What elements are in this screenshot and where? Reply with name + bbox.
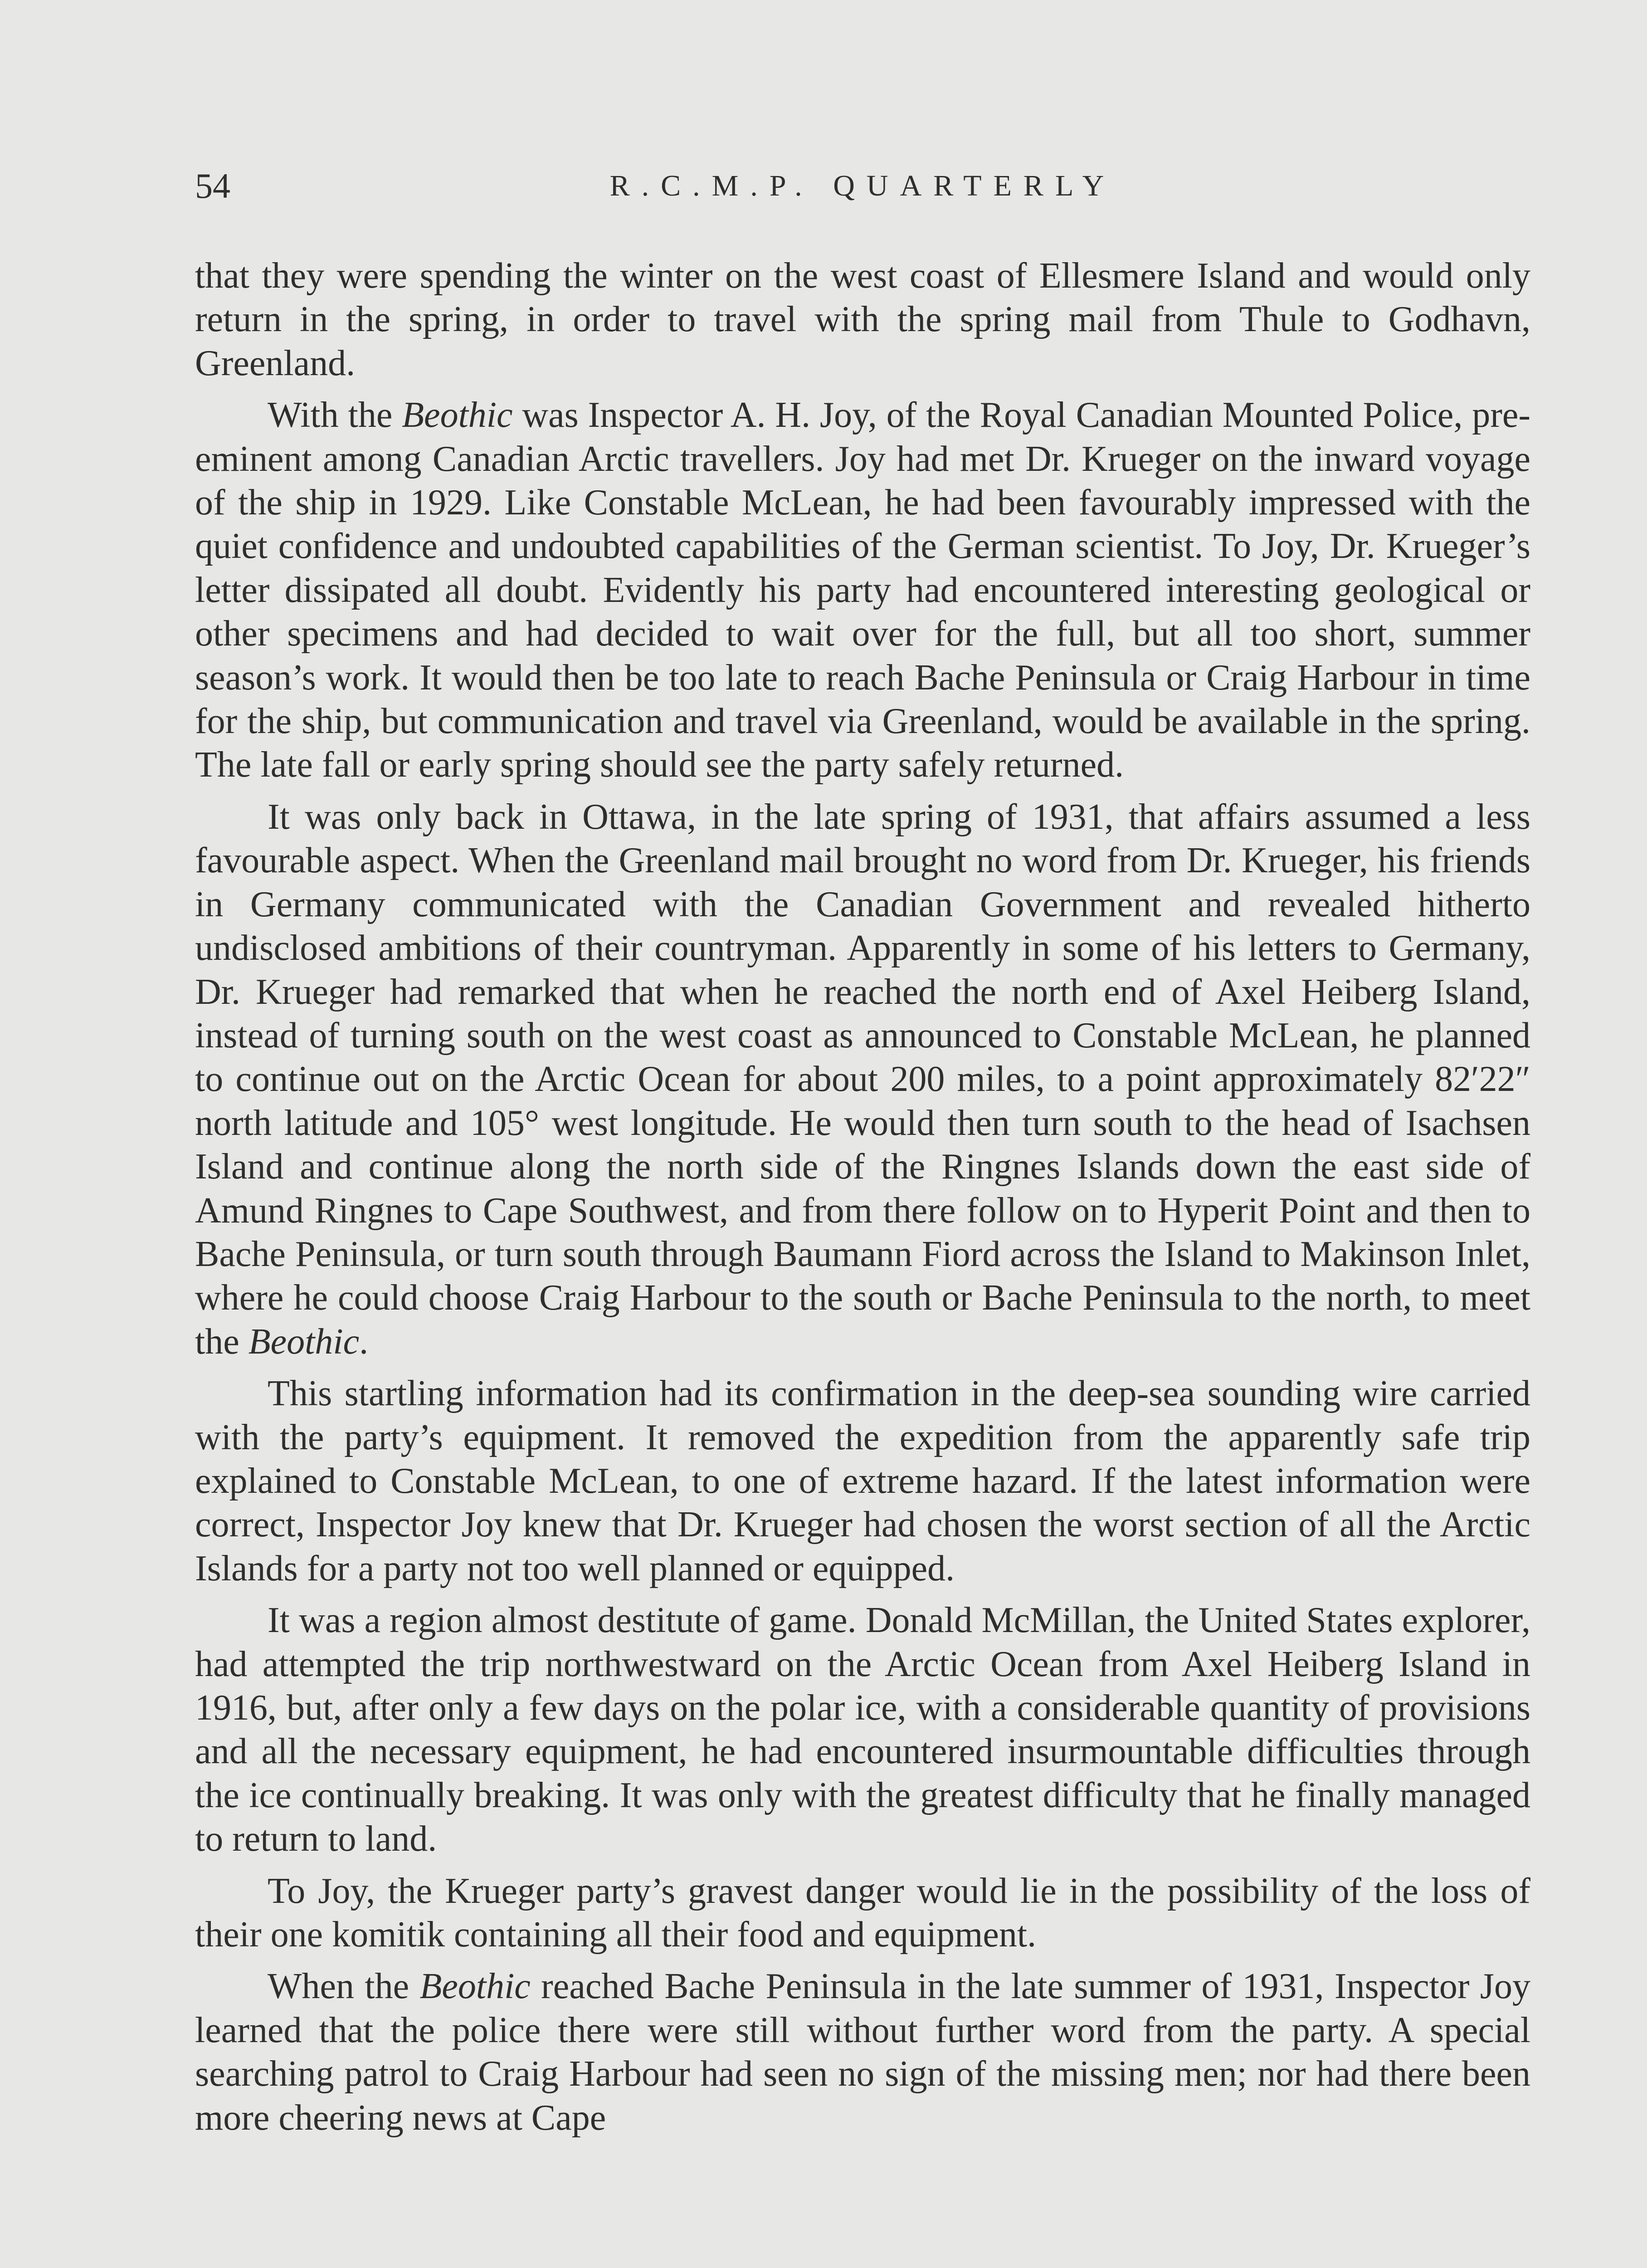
ship-name: Beothic bbox=[419, 1966, 531, 2007]
paragraph-5: It was a region almost destitute of game. Donald McMillan, the United States explorer, had attempted the trip northwestward on the Arctic Ocean from Axel Heiberg Island in 1916, but, after only a few days on the polar ice, with a considerable quantity of provisions and all the necessary equipment, he had encountered insurmountable difficulties through the ice continually breaking. It was only with the greatest difficulty that he finally managed to return to land. bbox=[195, 1600, 1530, 1859]
page-number: 54 bbox=[195, 166, 230, 205]
page-header bbox=[195, 159, 1530, 213]
paragraph-4: This startling information had its confirmation in the deep-sea sounding wire carried with the party’s equipment. It removed the expedition from the apparently safe trip explained to Constable McLean, to one of extreme hazard. If the latest information were correct, Inspector Joy knew that Dr. Krueger had chosen the worst section of all the Arctic Islands for a party not too well planned or equipped. bbox=[195, 1374, 1530, 1589]
ship-name: Beothic bbox=[402, 395, 513, 435]
paragraph-2: With the Beothic was Inspector A. H. Joy, of the Royal Canadian Mounted Police, pre-eminent among Canadian Arctic travellers. Joy had met Dr. Krueger on the inward voyage of the ship in 1929. Like Constable McLean, he had been favourably impressed with the quiet confidence and undoubted capabilities of the German scientist. To Joy, Dr. Krueger’s letter dissipated all doubt. Evidently his party had encountered interesting geological or other specimens and had decided to wait over for the full, but all too short, summer season’s work. It would then be too late to reach Bache Peninsula or Craig Harbour in time for the ship, but communication and travel via Greenland, would be available in the spring. The late fall or early spring should see the party safely returned. bbox=[195, 395, 1530, 785]
ship-name: Beothic bbox=[248, 1321, 360, 1362]
paragraph-1: that they were spending the winter on the west coast of Ellesmere Island and would only return in the spring, in order to travel with the spring mail from Thule to Godhavn, Greenland. bbox=[195, 256, 1530, 383]
body-text bbox=[195, 254, 1530, 2148]
paragraph-3: It was only back in Ottawa, in the late spring of 1931, that affairs assumed a less favourable aspect. When the Greenland mail brought no word from Dr. Krueger, his friends in Germany communicated with the Canadian Government and revealed hitherto undisclosed ambitions of their countryman. Apparently in some of his letters to Germany, Dr. Krueger had remarked that when he reached the north end of Axel Heiberg Island, instead of turning south on the west coast as announced to Constable McLean, he planned to continue out on the Arctic Ocean for about 200 miles, to a point approximately 82′22″ north latitude and 105° west longitude. He would then turn south to the head of Isachsen Island and continue along the north side of the Ringnes Islands down the east side of Amund Ringnes to Cape Southwest, and from there follow on to Hyperit Point and then to Bache Peninsula, or turn south through Baumann Fiord across the Island to Makinson Inlet, where he could choose Craig Harbour to the south or Bache Peninsula to the north, to meet the Beothic. bbox=[195, 797, 1530, 1362]
running-head: R.C.M.P. QUARTERLY bbox=[609, 169, 1116, 202]
paragraph-6: To Joy, the Krueger party’s gravest danger would lie in the possibility of the loss of their one komitik containing all their food and equipment. bbox=[195, 1871, 1530, 1955]
paragraph-7: When the Beothic reached Bache Peninsula in the late summer of 1931, Inspector Joy learned that the police there were still without further word from the party. A special searching patrol to Craig Harbour had seen no sign of the missing men; nor had there been more cheering news at Cape bbox=[195, 1966, 1530, 2138]
